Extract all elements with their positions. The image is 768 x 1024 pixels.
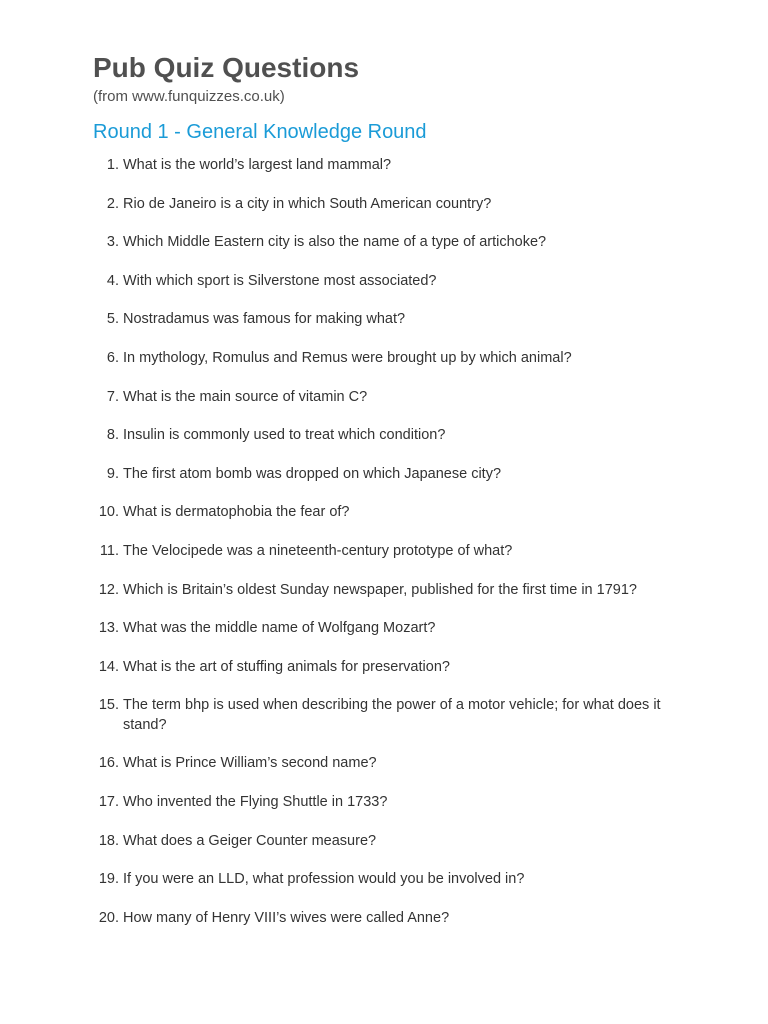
question-item <box>93 753 693 792</box>
question-item <box>93 618 693 657</box>
question-number: 5. <box>106 311 119 328</box>
question-item <box>93 831 693 870</box>
question-number: 9. <box>106 465 119 482</box>
question-item <box>93 657 693 696</box>
question-number: 12. <box>98 581 119 598</box>
question-item <box>93 502 693 541</box>
question-text: Rio de Janeiro is a city in which South American country? <box>123 195 492 212</box>
question-item <box>93 271 693 310</box>
question-item <box>93 464 693 503</box>
question-number: 20. <box>98 909 119 926</box>
question-text: If you were an LLD, what profession would you be involved in? <box>123 871 525 888</box>
question-number: 19. <box>98 871 119 888</box>
question-text: What is the art of stuffing animals for preservation? <box>123 658 450 675</box>
question-text: Which Middle Eastern city is also the name of a type of artichoke? <box>123 234 547 251</box>
round-heading: Round 1 - General Knowledge Round <box>93 121 427 143</box>
question-text: What is the main source of vitamin C? <box>123 388 368 405</box>
question-item <box>93 155 693 194</box>
question-text: What does a Geiger Counter measure? <box>123 832 377 849</box>
question-text: Which is Britain’s oldest Sunday newspaper, published for the first time in 1791? <box>123 581 637 598</box>
question-item <box>93 695 693 753</box>
question-number: 18. <box>98 832 119 849</box>
question-item <box>93 348 693 387</box>
question-text: The Velocipede was a nineteenth-century prototype of what? <box>123 542 513 559</box>
question-number: 10. <box>98 504 119 521</box>
question-number: 15. <box>98 697 119 714</box>
question-number: 3. <box>106 234 119 251</box>
source-line: (from www.funquizzes.co.uk) <box>93 88 285 105</box>
question-item <box>93 869 693 908</box>
question-item <box>93 387 693 426</box>
question-text: Insulin is commonly used to treat which condition? <box>123 427 446 444</box>
question-text: The term bhp is used when describing the power of a motor vehicle; for what does it stand? <box>123 697 661 734</box>
question-text: What is dermatophobia the fear of? <box>123 504 350 521</box>
question-item <box>93 425 693 464</box>
question-text: What was the middle name of Wolfgang Mozart? <box>123 620 436 637</box>
question-number: 17. <box>98 793 119 810</box>
question-number: 6. <box>106 349 119 366</box>
question-number: 11. <box>99 542 119 559</box>
question-item <box>93 580 693 619</box>
page-title: Pub Quiz Questions <box>93 52 360 83</box>
question-number: 2. <box>106 195 119 212</box>
question-number: 8. <box>106 427 119 444</box>
question-number: 16. <box>98 755 119 772</box>
question-text: The first atom bomb was dropped on which Japanese city? <box>123 465 502 482</box>
question-text: With which sport is Silverstone most associated? <box>123 272 437 289</box>
question-text: What is the world’s largest land mammal? <box>123 157 392 173</box>
question-text: In mythology, Romulus and Remus were brought up by which animal? <box>123 349 572 366</box>
question-text: What is Prince William’s second name? <box>123 755 377 772</box>
question-text: How many of Henry VIII’s wives were called Anne? <box>123 909 450 926</box>
question-item <box>93 309 693 348</box>
question-item <box>93 908 693 947</box>
question-number: 1. <box>106 157 119 173</box>
question-text: Nostradamus was famous for making what? <box>123 311 406 328</box>
question-number: 7. <box>106 388 119 405</box>
question-item <box>93 194 693 233</box>
question-list <box>93 155 693 946</box>
question-item <box>93 541 693 580</box>
question-item <box>93 232 693 271</box>
question-number: 13. <box>98 620 119 637</box>
question-number: 14. <box>98 658 119 675</box>
question-number: 4. <box>106 272 119 289</box>
question-item <box>93 792 693 831</box>
question-text: Who invented the Flying Shuttle in 1733? <box>123 793 388 810</box>
